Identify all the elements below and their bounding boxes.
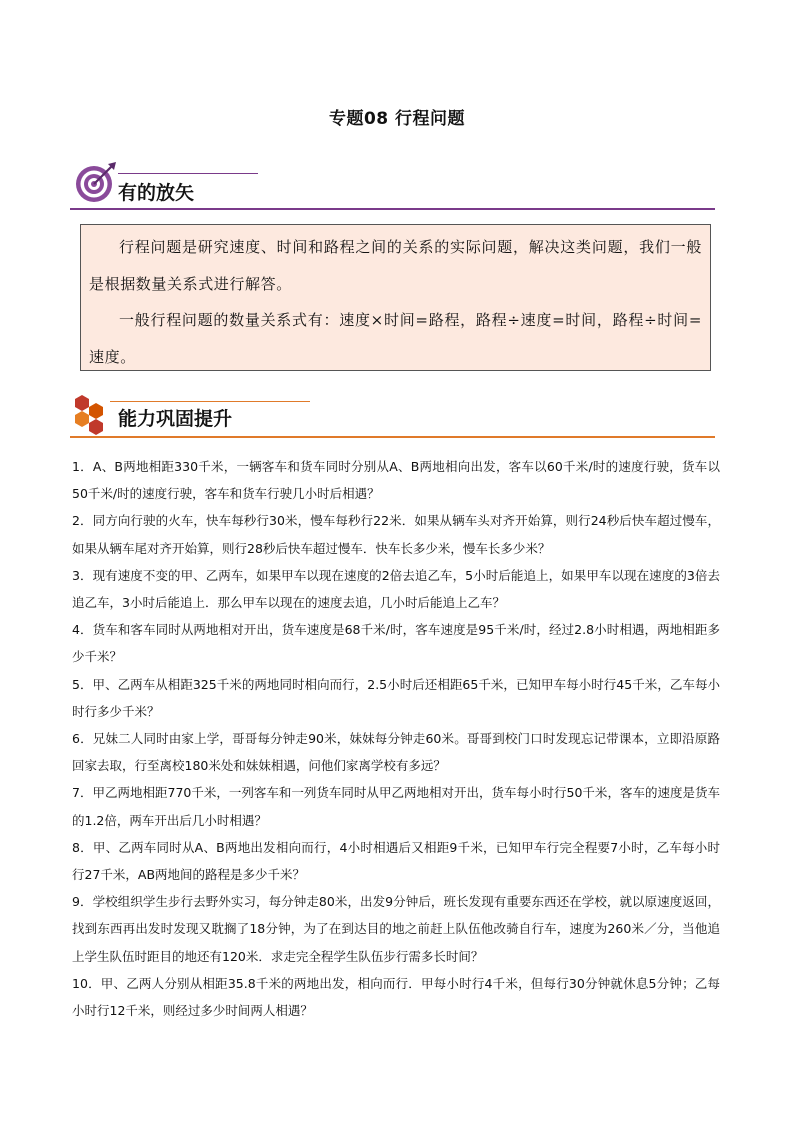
question-item: 6．兄妹二人同时由家上学，哥哥每分钟走90米，妹妹每分钟走60米。哥哥到校门口时发现忘记带课本，立即沿原路回家去取，行至离校180米处和妹妹相遇，问他们家离学校有多远？ [72,731,720,774]
target-icon [74,160,118,204]
question-list [72,453,720,1024]
section-header-topline [110,401,310,402]
hexagon-cluster-icon [68,392,112,438]
page-title: 专题08 行程问题 [328,109,466,129]
section-header-practice [70,392,715,452]
intro-paragraph-1: 行程问题是研究速度、时间和路程之间的关系的实际问题，解决这类问题，我们一般是根据数量关系式进行解答。 [89,238,702,293]
question-item: 5．甲、乙两车从相距325千米的两地同时相向而行，2.5小时后还相距65千米，已知甲车每小时行45千米，乙车每小时行多少千米？ [72,676,720,719]
section-header-topline [118,173,258,174]
section-title: 能力巩固提升 [118,408,233,430]
section-title: 有的放矢 [118,182,195,204]
section-header-target [70,152,715,212]
intro-box [80,224,711,371]
question-item: 7．甲乙两地相距770千米，一列客车和一列货车同时从甲乙两地相对开出，货车每小时行50千米，客车的速度是货车的1.2倍，两车开出后几小时相遇？ [72,785,720,828]
question-item: 1．A、B两地相距330千米，一辆客车和货车同时分别从A、B两地相向出发，客车以60千米/时的速度行驶，货车以50千米/时的速度行驶，客车和货车行驶几小时后相遇？ [72,459,720,502]
question-item: 9．学校组织学生步行去野外实习，每分钟走80米，出发9分钟后，班长发现有重要东西还在学校，就以原速度返回，找到东西再出发时发现又耽搁了18分钟，为了在到达目的地之前赶上队伍他改骑自行车，速度为260米／分，当他追上学生队伍时距目的地还有120米．求走完全程学生队伍步行需多长时间？ [72,894,720,964]
question-item: 8．甲、乙两车同时从A、B两地出发相向而行，4小时相遇后又相距9千米，已知甲车行完全程要7小时，乙车每小时行27千米，AB两地间的路程是多少千米？ [72,839,720,883]
question-item: 2．同方向行驶的火车，快车每秒行30米，慢车每秒行22米．如果从辆车头对齐开始算，则行24秒后快车超过慢车，如果从辆车尾对齐开始算，则行28秒后快车超过慢车．快车长多少米，慢车长多少米？ [72,513,720,556]
question-item: 3．现有速度不变的甲、乙两车，如果甲车以现在速度的2倍去追乙车，5小时后能追上，如果甲车以现在速度的3倍去追乙车，3小时后能追上．那么甲车以现在的速度去追，几小时后能追上乙车？ [72,567,720,611]
question-item: 10．甲、乙两人分别从相距35.8千米的两地出发，相向而行．甲每小时行4千米，但每行30分钟就休息5分钟；乙每小时行12千米，则经过多少时间两人相遇？ [72,975,720,1019]
section-divider [70,436,715,438]
question-item: 4．货车和客车同时从两地相对开出，货车速度是68千米/时，客车速度是95千米/时，经过2.8小时相遇，两地相距多少千米？ [72,622,720,665]
section-divider [70,208,715,210]
intro-paragraph-2: 一般行程问题的数量关系式有：速度×时间=路程，路程÷速度=时间，路程÷时间=速度。 [89,311,702,366]
